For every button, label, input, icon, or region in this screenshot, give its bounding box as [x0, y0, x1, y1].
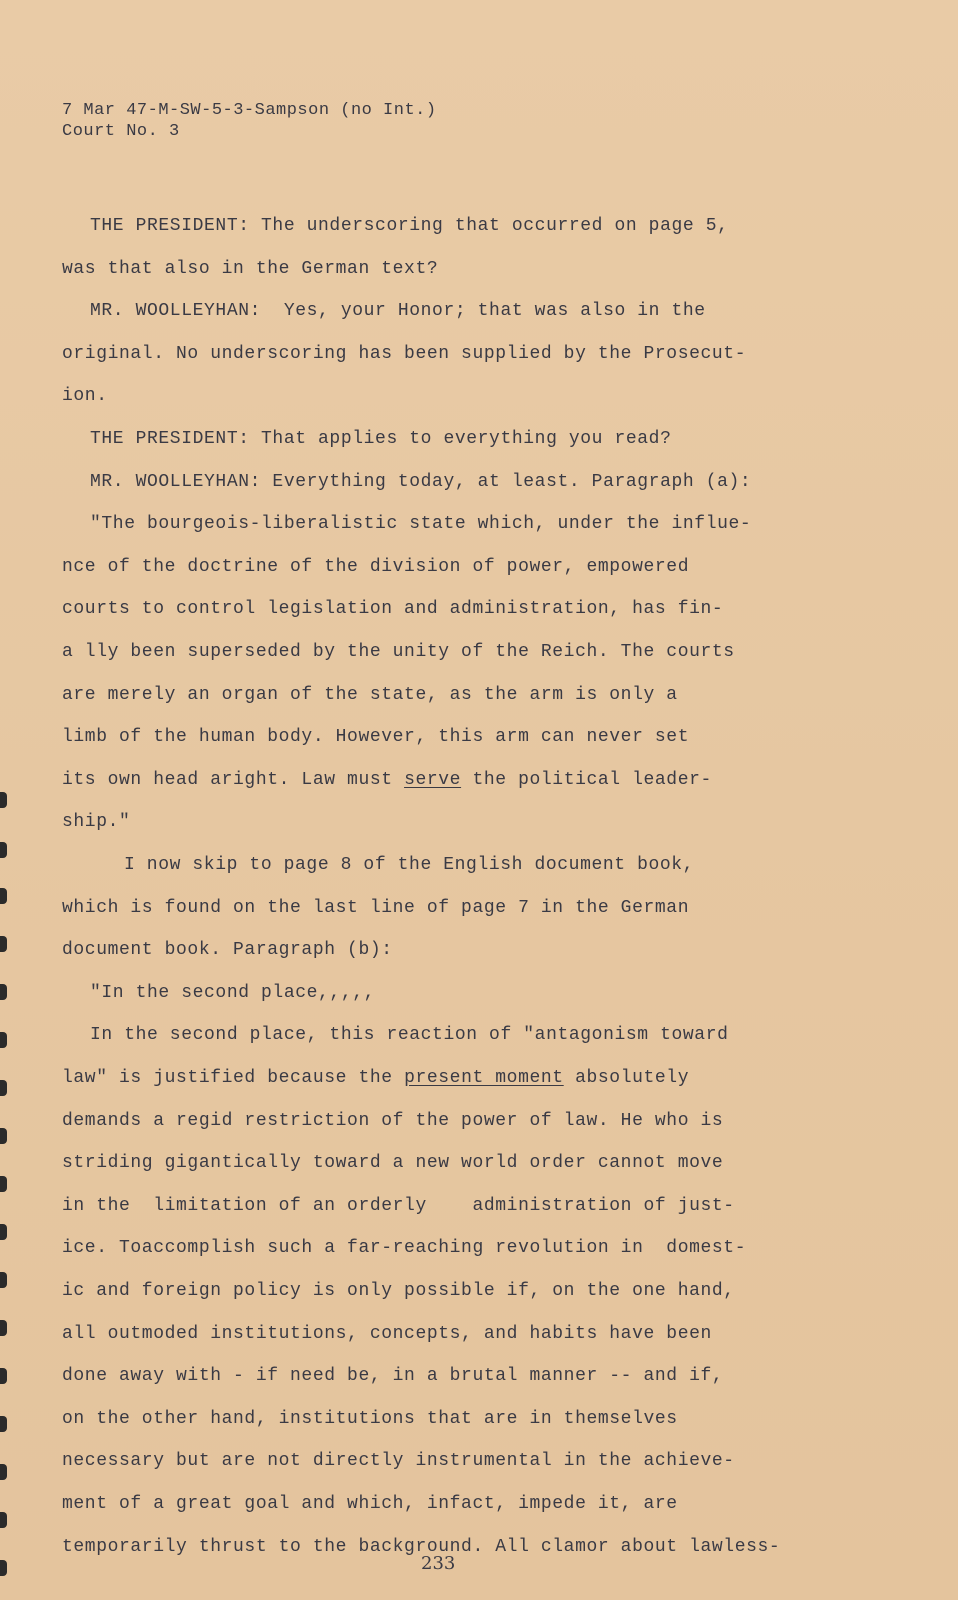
binding-hole: [0, 984, 7, 1000]
transcript-line: temporarily thrust to the background. All clamor about lawless-: [62, 1536, 781, 1557]
transcript-line: MR. WOOLLEYHAN: Everything today, at least. Paragraph (a):: [90, 471, 752, 492]
transcript-line: law" is justified because the present moment absolutely: [62, 1068, 690, 1088]
binding-hole: [0, 1224, 7, 1240]
transcript-line: demands a regid restriction of the power of law. He who is: [62, 1110, 724, 1131]
binding-hole: [0, 1128, 7, 1144]
transcript-line: which is found on the last line of page 7 in the German: [62, 897, 690, 918]
binding-hole: [0, 842, 7, 858]
binding-hole: [0, 1080, 7, 1096]
transcript-line: nce of the doctrine of the division of power, empowered: [62, 556, 690, 577]
header-court: Court No. 3: [62, 122, 180, 141]
binding-hole: [0, 1320, 7, 1336]
transcript-line: courts to control legislation and administration, has fin-: [62, 599, 724, 620]
document-header: [62, 100, 437, 142]
binding-hole: [0, 792, 7, 808]
transcript-line: a lly been superseded by the unity of the Reich. The courts: [62, 642, 735, 662]
transcript-line: "The bourgeois-liberalistic state which, under the influe-: [90, 514, 752, 535]
transcript-line: on the other hand, institutions that are in themselves: [62, 1408, 678, 1429]
binding-holes: [0, 0, 12, 1600]
transcript-line: ice. Toaccomplish such a far-reaching revolution in domest-: [62, 1238, 747, 1259]
transcript-line: done away with - if need be, in a brutal manner -- and if,: [62, 1366, 724, 1387]
binding-hole: [0, 1560, 7, 1576]
transcript-line: ment of a great goal and which, infact, impede it, are: [62, 1494, 678, 1514]
transcript-line: "In the second place,,,,,: [90, 982, 376, 1003]
page-number: 233: [421, 1553, 456, 1574]
underlined-phrase: present moment: [404, 1068, 564, 1088]
transcript-line: are merely an organ of the state, as the arm is only a: [62, 684, 678, 705]
transcript-line: THE PRESIDENT: That applies to everything you read?: [90, 429, 672, 449]
transcript-line: ic and foreign policy is only possible if, on the one hand,: [62, 1281, 735, 1301]
transcript-line: In the second place, this reaction of "antagonism toward: [90, 1025, 729, 1046]
transcript-line: all outmoded institutions, concepts, and habits have been: [62, 1323, 712, 1344]
transcript-line: ship.": [62, 812, 131, 833]
transcript-line: MR. WOOLLEYHAN: Yes, your Honor; that was also in the: [90, 301, 706, 322]
transcript-line: document book. Paragraph (b):: [62, 940, 393, 961]
underlined-phrase: serve: [404, 769, 462, 790]
header-reference: 7 Mar 47-M-SW-5-3-Sampson (no Int.): [62, 101, 437, 120]
transcript-line: its own head aright. Law must serve the political leader-: [62, 769, 712, 790]
transcript-line: I now skip to page 8 of the English document book,: [124, 855, 695, 875]
transcript-line: ion.: [62, 386, 108, 407]
binding-hole: [0, 1176, 7, 1192]
transcript-line: in the limitation of an orderly administration of just-: [62, 1195, 735, 1216]
transcript-line: limb of the human body. However, this arm can never set: [62, 727, 690, 748]
binding-hole: [0, 1272, 7, 1288]
binding-hole: [0, 1416, 7, 1432]
transcript-line: THE PRESIDENT: The underscoring that occurred on page 5,: [90, 216, 729, 236]
binding-hole: [0, 1368, 7, 1384]
binding-hole: [0, 888, 7, 904]
binding-hole: [0, 1464, 7, 1480]
binding-hole: [0, 936, 7, 952]
binding-hole: [0, 1032, 7, 1048]
transcript-line: original. No underscoring has been supplied by the Prosecut-: [62, 343, 747, 364]
transcript-line: striding gigantically toward a new world order cannot move: [62, 1153, 724, 1174]
binding-hole: [0, 1512, 7, 1528]
transcript-line: was that also in the German text?: [62, 258, 439, 279]
transcript-line: necessary but are not directly instrumental in the achieve-: [62, 1451, 735, 1472]
